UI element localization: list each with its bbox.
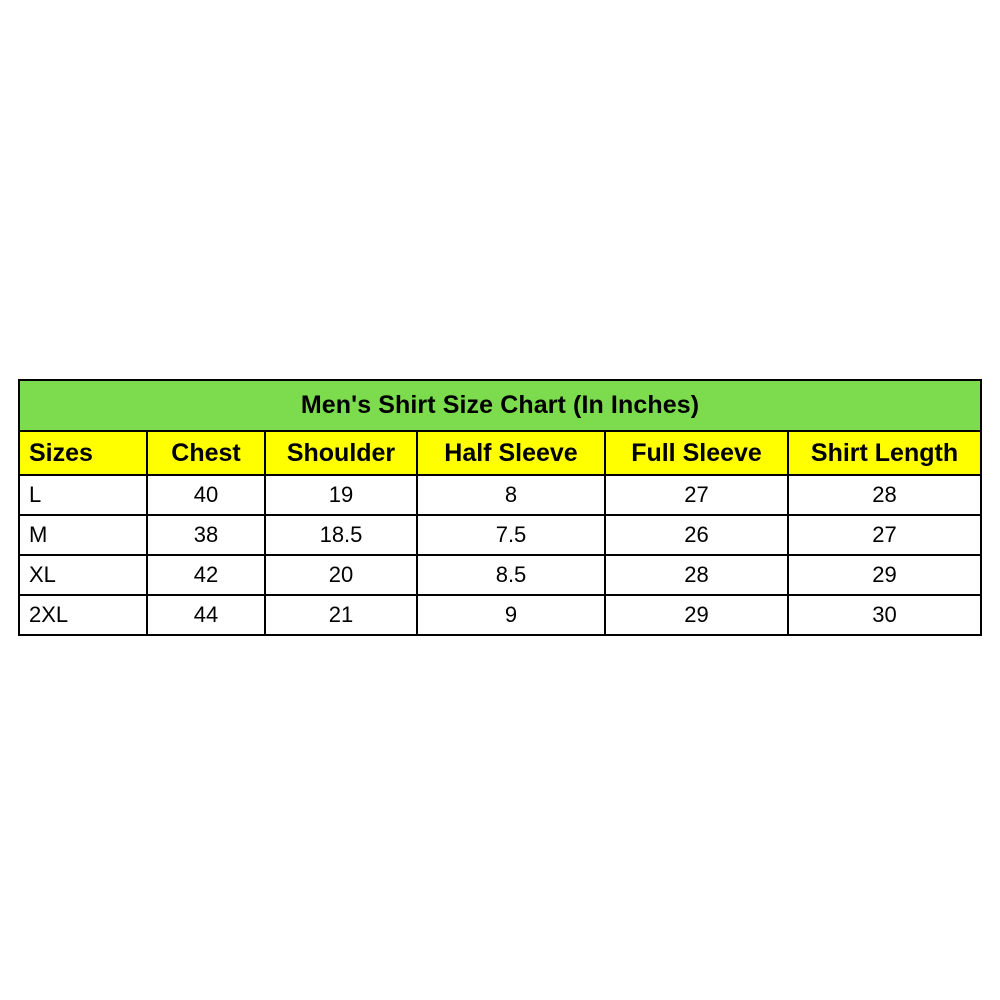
column-header-chest: Chest — [147, 431, 265, 475]
cell-full-sleeve: 27 — [605, 475, 788, 515]
cell-size: 2XL — [19, 595, 147, 635]
cell-size: XL — [19, 555, 147, 595]
cell-shoulder: 19 — [265, 475, 417, 515]
cell-half-sleeve: 7.5 — [417, 515, 605, 555]
column-header-shirt-length: Shirt Length — [788, 431, 981, 475]
cell-shoulder: 20 — [265, 555, 417, 595]
cell-half-sleeve: 8 — [417, 475, 605, 515]
cell-full-sleeve: 28 — [605, 555, 788, 595]
cell-shirt-length: 29 — [788, 555, 981, 595]
cell-shirt-length: 30 — [788, 595, 981, 635]
size-chart-container — [18, 379, 980, 636]
cell-half-sleeve: 9 — [417, 595, 605, 635]
cell-half-sleeve: 8.5 — [417, 555, 605, 595]
cell-chest: 42 — [147, 555, 265, 595]
table-row — [19, 475, 981, 515]
table-row — [19, 555, 981, 595]
cell-shoulder: 21 — [265, 595, 417, 635]
column-header-half-sleeve: Half Sleeve — [417, 431, 605, 475]
column-header-full-sleeve: Full Sleeve — [605, 431, 788, 475]
cell-shirt-length: 28 — [788, 475, 981, 515]
size-chart-table — [18, 379, 982, 636]
cell-shirt-length: 27 — [788, 515, 981, 555]
cell-chest: 44 — [147, 595, 265, 635]
table-header-row — [19, 431, 981, 475]
cell-chest: 38 — [147, 515, 265, 555]
cell-size: L — [19, 475, 147, 515]
cell-chest: 40 — [147, 475, 265, 515]
column-header-shoulder: Shoulder — [265, 431, 417, 475]
cell-full-sleeve: 29 — [605, 595, 788, 635]
table-row — [19, 595, 981, 635]
table-title-row — [19, 380, 981, 431]
column-header-sizes: Sizes — [19, 431, 147, 475]
cell-shoulder: 18.5 — [265, 515, 417, 555]
cell-full-sleeve: 26 — [605, 515, 788, 555]
cell-size: M — [19, 515, 147, 555]
chart-title: Men's Shirt Size Chart (In Inches) — [19, 380, 981, 431]
table-row — [19, 515, 981, 555]
